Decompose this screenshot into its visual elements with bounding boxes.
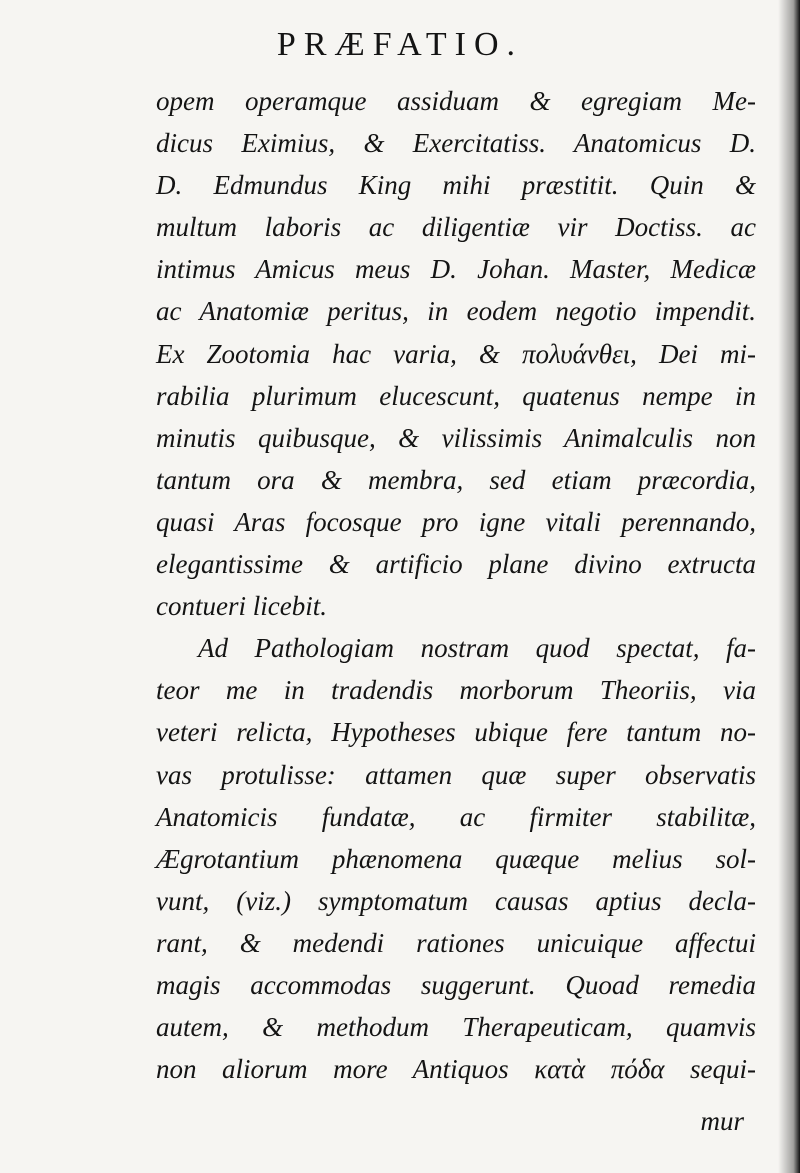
text-line: Anatomicis fundatæ, ac firmiter stabilitæ, (156, 801, 756, 832)
text-line: vunt, (viz.) symptomatum causas aptius decla- (156, 885, 756, 916)
text-line: veteri relicta, Hypotheses ubique fere tantum no- (156, 717, 756, 748)
text-line: rabilia plurimum elucescunt, quatenus nempe in (156, 380, 756, 411)
text-line: intimus Amicus meus D. Johan. Master, Medicæ (156, 254, 756, 285)
text-line: teor me in tradendis morborum Theoriis, via (156, 675, 756, 706)
paragraph-1 (156, 80, 756, 627)
text-line: tantum ora & membra, sed etiam præcordia, (156, 464, 756, 495)
text-line: quasi Aras focosque pro igne vitali perennando, (156, 506, 756, 537)
text-line: opem operamque assiduam & egregiam Me- (156, 86, 756, 116)
page-edge-shadow (778, 0, 800, 1173)
body-text (156, 80, 756, 1090)
running-head: PRÆFATIO. (276, 26, 524, 63)
text-line: Ægrotantium phænomena quæque melius sol- (156, 843, 756, 874)
text-line: ac Anatomiæ peritus, in eodem negotio impendit. (156, 296, 756, 327)
text-line: Ex Zootomia hac varia, & πολυάνθει, Dei mi- (156, 338, 756, 369)
catchword: mur (700, 1106, 744, 1136)
text-line: dicus Eximius, & Exercitatiss. Anatomicus D. (156, 128, 756, 159)
text-line: Ad Pathologiam nostram quod spectat, fa- (198, 633, 756, 664)
text-line: magis accommodas suggerunt. Quoad remedia (156, 969, 756, 1000)
text-line: vas protulisse: attamen quæ super observatis (156, 759, 756, 790)
text-line: elegantissime & artificio plane divino extructa (156, 549, 756, 580)
text-line: rant, & medendi rationes unicuique affectui (156, 927, 756, 958)
text-line: multum laboris ac diligentiæ vir Doctiss. ac (156, 212, 756, 243)
text-line: contueri licebit. (156, 591, 327, 622)
text-line: autem, & methodum Therapeuticam, quamvis (156, 1012, 756, 1043)
text-line: D. Edmundus King mihi præstitit. Quin & (156, 170, 756, 201)
text-line: non aliorum more Antiquos κατὰ πόδα sequi- (156, 1054, 756, 1085)
paragraph-2 (156, 627, 756, 1090)
text-line: minutis quibusque, & vilissimis Animalculis non (156, 422, 756, 453)
